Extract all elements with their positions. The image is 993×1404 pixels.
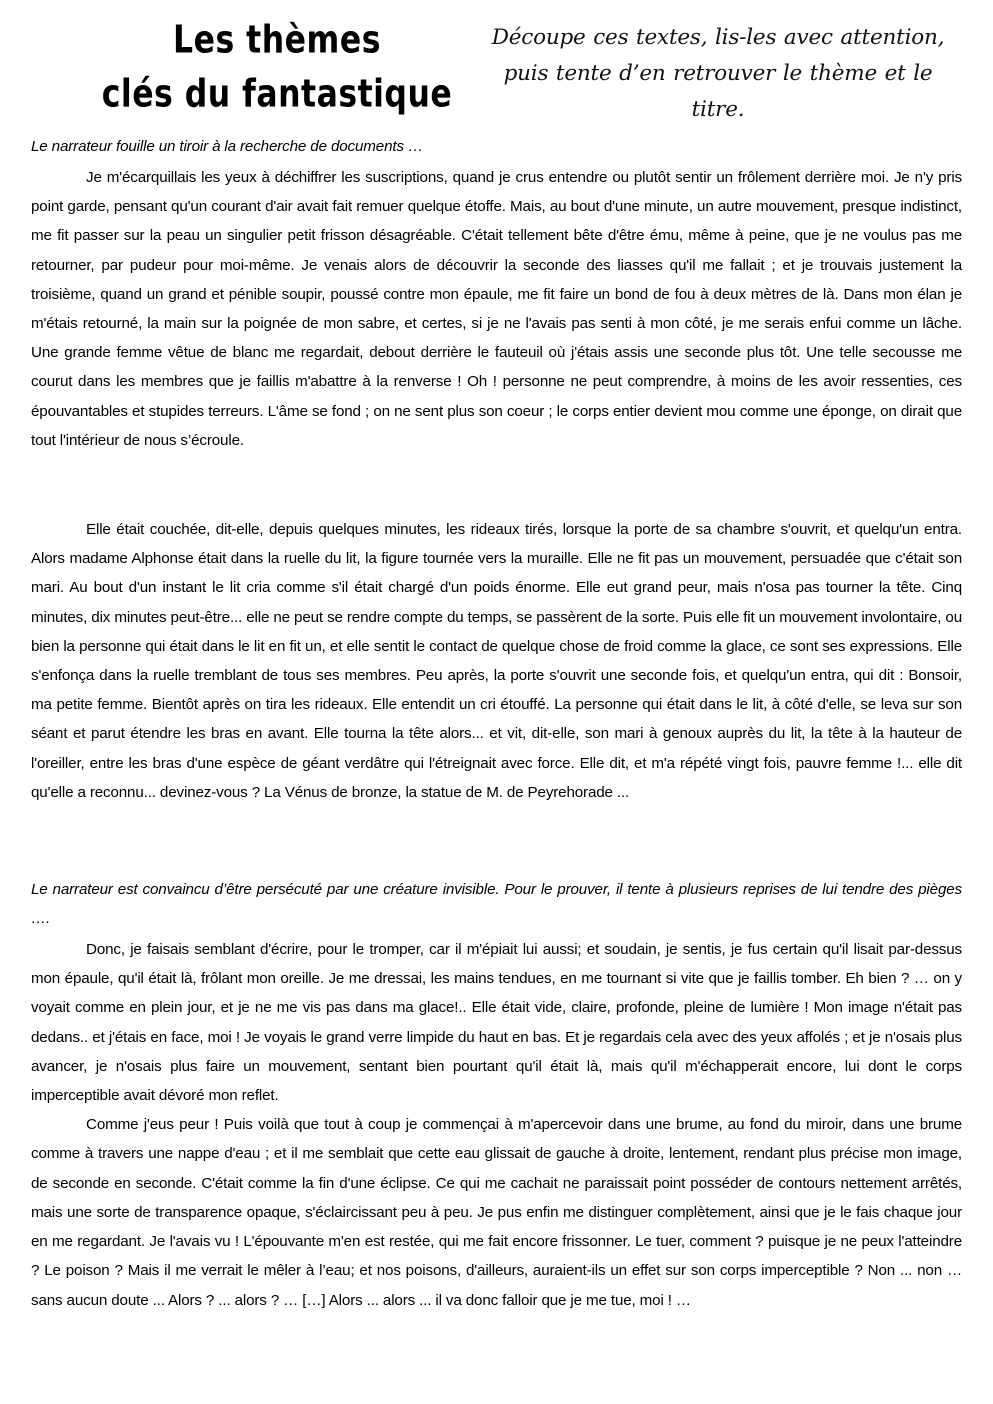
excerpt-1 [31, 132, 962, 455]
excerpts-container [31, 132, 962, 1315]
instruction-text [483, 20, 953, 128]
excerpt-separator-1 [31, 455, 962, 515]
page-title-line-1: Les thèmes [173, 18, 381, 63]
instruction-line-2: puis tente d’en retrouver le thème et le [503, 61, 933, 86]
excerpt-separator-2 [31, 807, 962, 875]
excerpt-3 [31, 875, 962, 1315]
page-title [72, 14, 482, 122]
excerpt-3-intro: Le narrateur est convaincu d’être persécuté par une créature invisible. Pour le prouver, il tente à plusieurs reprises de lui tendre des pièges …. [31, 881, 962, 928]
excerpt-1-paragraph-1: Je m'écarquillais les yeux à déchiffrer les suscriptions, quand je crus entendre ou plutôt sentir un frôlement derrière moi. Je n'y pris point garde, pensant qu'un courant d'air avait fait remuer quelque étoffe. Mais, au bout d'une minute, un autre mouvement, presque indistinct, me fit passer sur la peau un singulier petit frisson désagréable. C'était tellement bête d'être ému, même à peine, que je ne voulus pas me retourner, par pudeur pour moi-même. Je venais alors de découvrir la seconde des liasses qu'il me fallait ; et je trouvais justement la troisième, quand un grand et pénible soupir, poussé contre mon épaule, me fit faire un bond de fou à deux mètres de là. Dans mon élan je m'étais retourné, la main sur la poignée de mon sabre, et certes, si je ne l'avais pas senti à mon côté, je me serais enfui comme un lâche. Une grande femme vêtue de blanc me regardait, debout derrière le fauteuil où j'étais assis une seconde plus tôt. Une telle secousse me courut dans les membres que je faillis m'abattre à la renverse ! Oh ! personne ne peut comprendre, à moins de les avoir ressenties, ces épouvantables et stupides terreurs. L'âme se fond ; on ne sent plus son coeur ; le corps entier devient mou comme une éponge, on dirait que tout l'intérieur de nous s’écroule. [31, 169, 962, 449]
instruction-line-1: Découpe ces textes, lis-les avec attention, [491, 25, 945, 50]
page-title-line-2: clés du fantastique [101, 72, 453, 117]
excerpt-1-intro: Le narrateur fouille un tiroir à la recherche de documents … [31, 138, 423, 155]
excerpt-2-paragraph-1: Elle était couchée, dit-elle, depuis quelques minutes, les rideaux tirés, lorsque la porte de sa chambre s'ouvrit, et quelqu'un entra. Alors madame Alphonse était dans la ruelle du lit, la figure tournée vers la muraille. Elle ne fit pas un mouvement, persuadée que c'était son mari. Au bout d'un instant le lit cria comme s'il était chargé d'un poids énorme. Elle eut grand peur, mais n'osa pas tourner la tête. Cinq minutes, dix minutes peut-être... elle ne peut se rendre compte du temps, se passèrent de la sorte. Puis elle fit un mouvement involontaire, ou bien la personne qui était dans le lit en fit un, et elle sentit le contact de quelque chose de froid comme la glace, ce sont ses expressions. Elle s'enfonça dans la ruelle tremblant de tous ses membres. Peu après, la porte s'ouvrit une seconde fois, et quelqu'un entra, qui dit : Bonsoir, ma petite femme. Bientôt après on tira les rideaux. Elle entendit un cri étouffé. La personne qui était dans le lit, à côté d'elle, se leva sur son séant et parut étendre les bras en avant. Elle tourna la tête alors... et vit, dit-elle, son mari à genoux auprès du lit, la tête à la hauteur de l'oreiller, entre les bras d'une espèce de géant verdâtre qui l'étreignait avec force. Elle dit, et m'a répété vingt fois, pauvre femme !... elle dit qu'elle a reconnu... devinez-vous ? La Vénus de bronze, la statue de M. de Peyrehorade ... [31, 521, 962, 801]
page-header [0, 0, 993, 132]
excerpt-3-paragraph-2: Comme j'eus peur ! Puis voilà que tout à coup je commençai à m'apercevoir dans une brume, au fond du miroir, dans une brume comme à travers une nappe d'eau ; et il me semblait que cette eau glissait de gauche à droite, lentement, rendant plus précise mon image, de seconde en seconde. C'était comme la fin d'une éclipse. Ce qui me cachait ne paraissait point posséder de contours nettement arrêtés, mais une sorte de transparence opaque, s'éclaircissant peu à peu. Je pus enfin me distinguer complètement, ainsi que je le fais chaque jour en me regardant. Je l'avais vu ! L'épouvante m'en est restée, qui me fait encore frissonner. Le tuer, comment ? puisque je ne peux l'atteindre ? Le poison ? Mais il me verrait le mêler à l’eau; et nos poisons, d'ailleurs, auraient-ils un effet sur son corps imperceptible ? Non ... non … sans aucun doute ... Alors ? ... alors ? … […] Alors ... alors ... il va donc falloir que je me tue, moi ! … [31, 1116, 962, 1309]
instruction-line-3: titre. [691, 97, 745, 122]
excerpt-2 [31, 515, 962, 807]
excerpt-3-paragraph-1: Donc, je faisais semblant d'écrire, pour le tromper, car il m'épiait lui aussi; et soudain, je sentis, je fus certain qu'il lisait par-dessus mon épaule, qu'il était là, frôlant mon oreille. Je me dressai, les mains tendues, en me tournant si vite que je faillis tomber. Eh bien ? … on y voyait comme en plein jour, et je ne me vis pas dans ma glace!.. Elle était vide, claire, profonde, pleine de lumière ! Mon image n'était pas dedans.. et j'étais en face, moi ! Je voyais le grand verre limpide du haut en bas. Et je regardais cela avec des yeux affolés ; et je n'osais plus avancer, je n'osais plus faire un mouvement, sentant bien pourtant qu'il était là, mais qu'il m'échapperait encore, lui dont le corps imperceptible avait dévoré mon reflet. [31, 941, 962, 1105]
